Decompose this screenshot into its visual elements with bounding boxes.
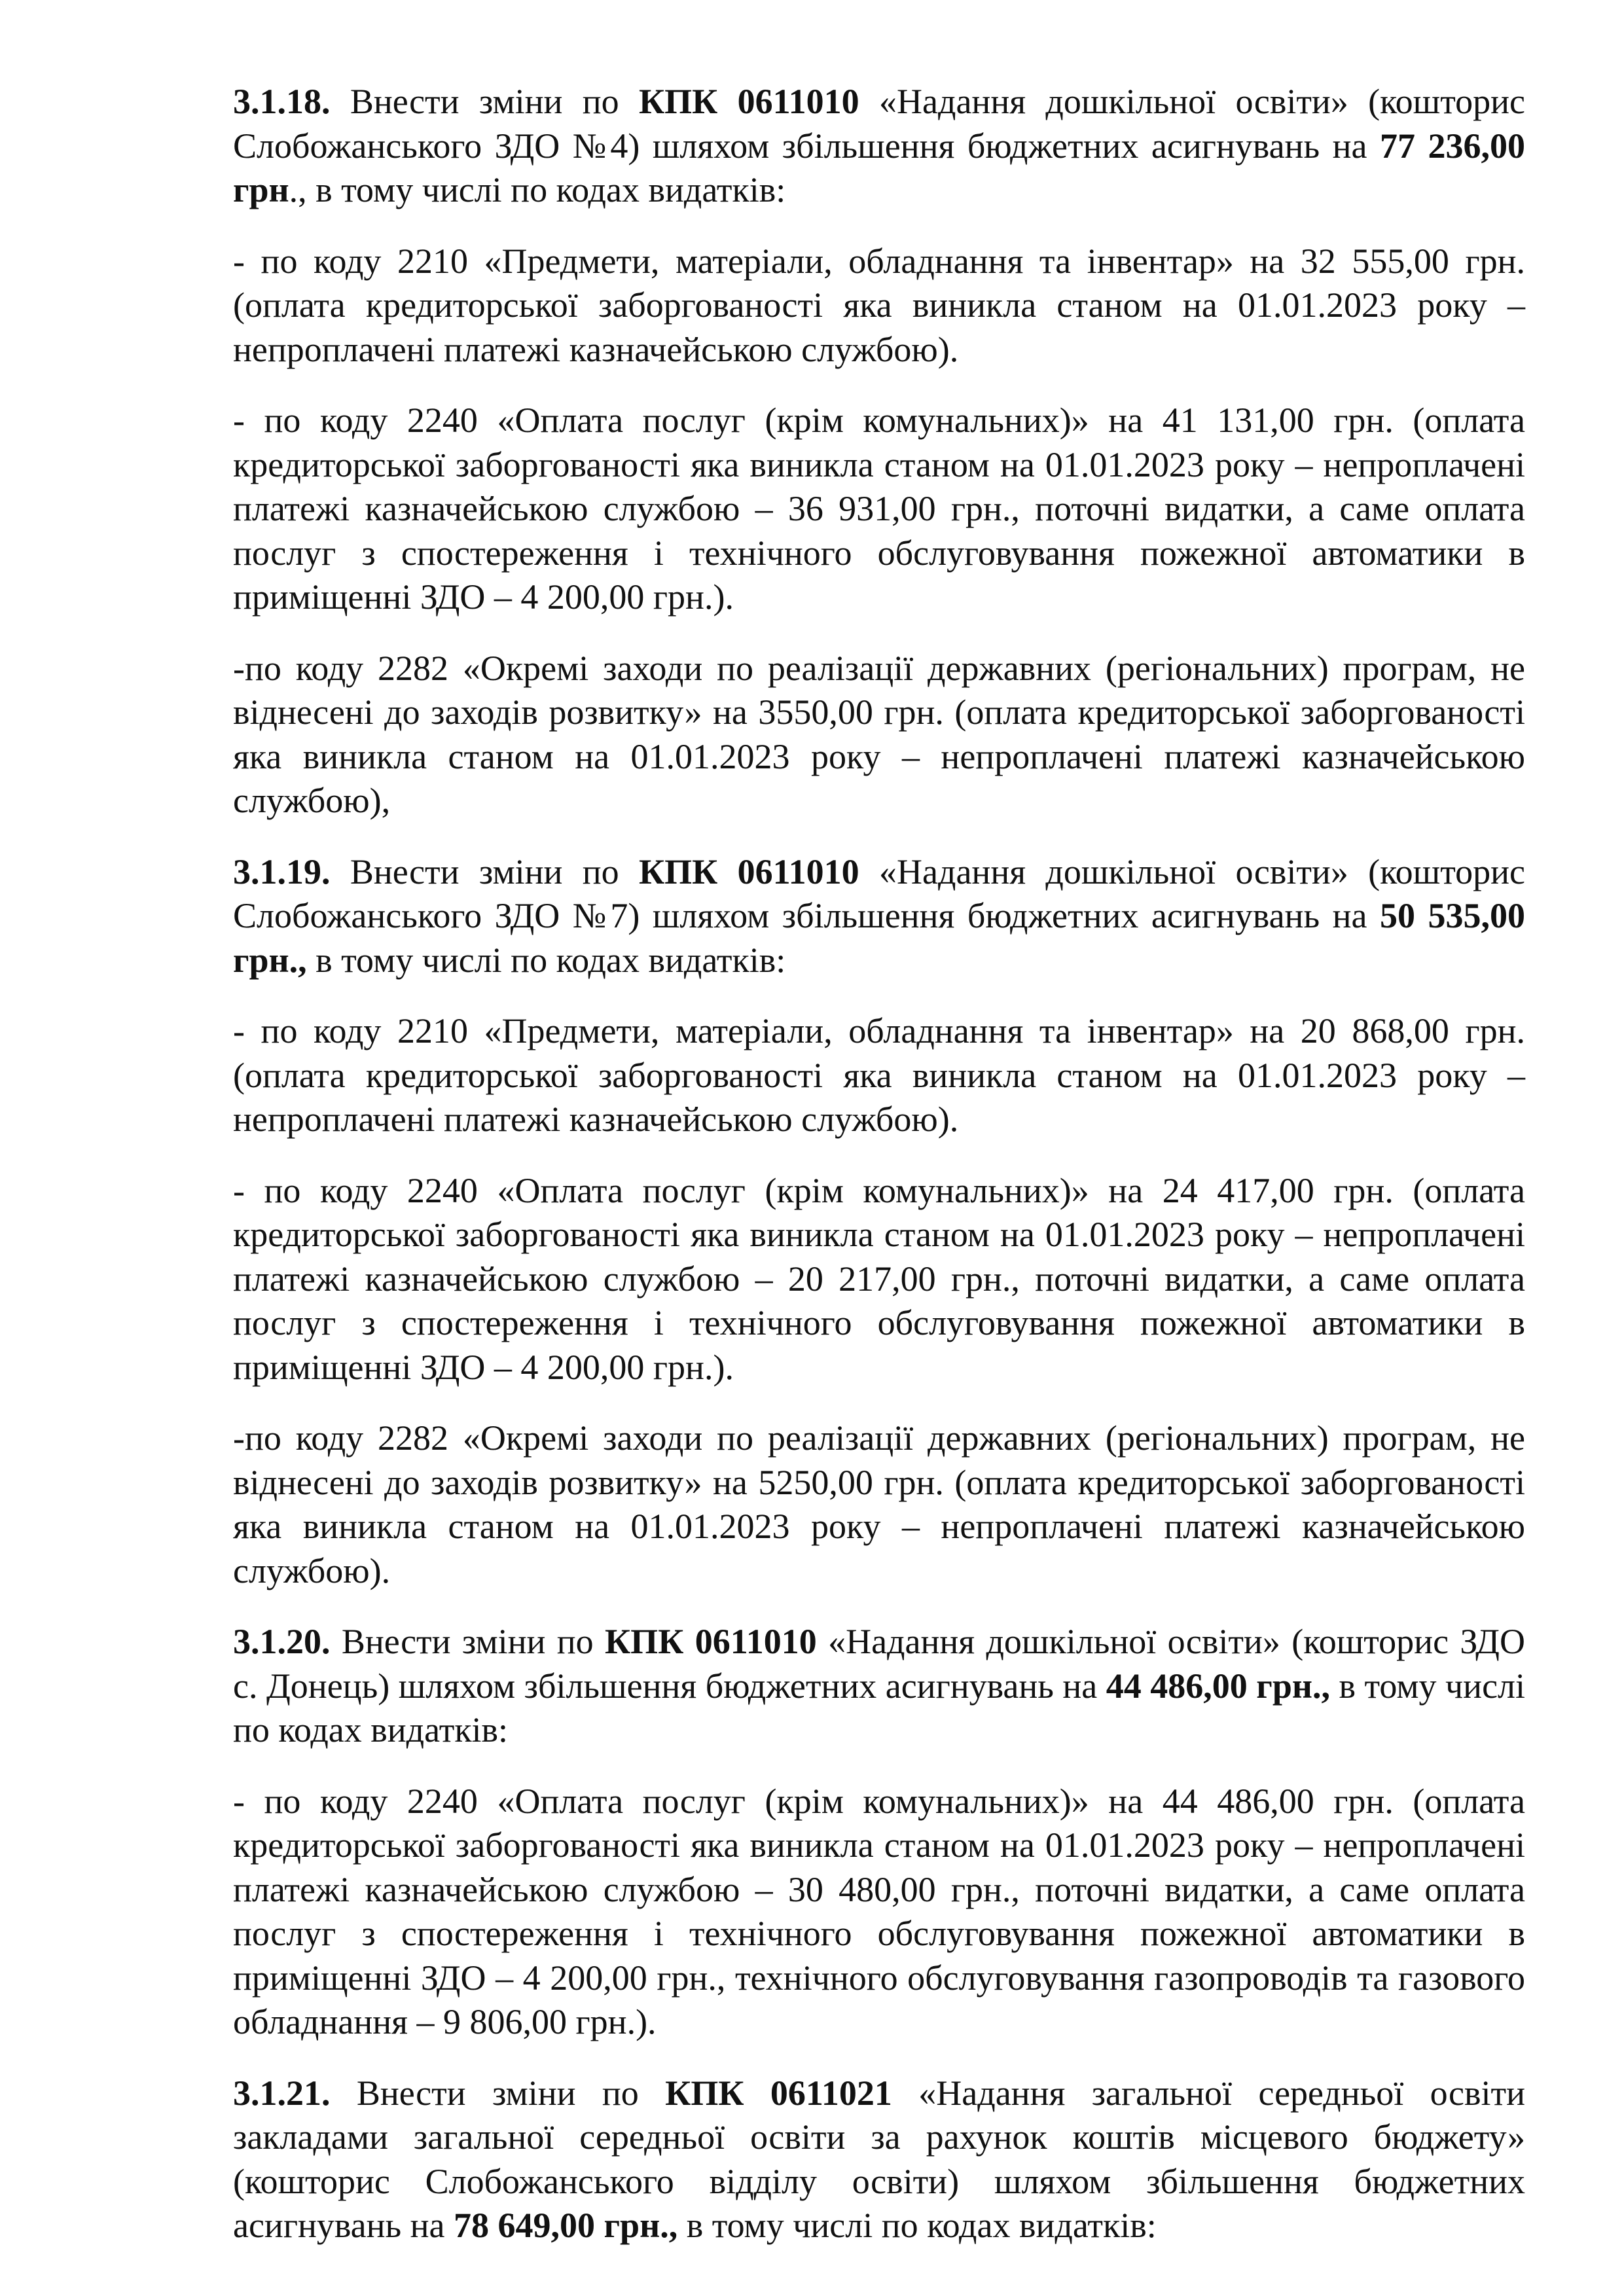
section-3-1-18 xyxy=(233,80,1525,213)
section-text: «Надання загальної середньої освіти закладами загальної середньої освіти за рахунок коштів місцевого бюджету» (кошторис Слобожанського відділу освіти) шляхом збільшення бюджетних асигнувань на xyxy=(233,2073,1525,2245)
expense-code-paragraph: -по коду 2282 «Окремі заходи по реалізації державних (регіональних) програм, не віднесені до заходів розвитку» на 5250,00 грн. (оплата кредиторської заборгованості яка виникла станом на 01.01.2023 року – непроплачені платежі казначейською службою). xyxy=(233,1418,1525,1590)
section-text: в тому числі по кодах видатків: xyxy=(233,1666,1525,1749)
section-text: «Надання дошкільної освіти» (кошторис Слобожанського ЗДО №4) шляхом збільшення бюджетних асигнувань на xyxy=(233,82,1525,166)
amount: 44 486,00 грн., xyxy=(1106,1666,1330,1706)
section-text: в тому числі по кодах видатків: xyxy=(677,2206,1157,2245)
expense-code-paragraph: - по коду 2240 «Оплата послуг (крім комунальних)» на 41 131,00 грн. (оплата кредиторської заборгованості яка виникла станом на 01.01.2023 року – непроплачені платежі казначейською службою – 36 931,00 грн., поточні видатки, а саме оплата послуг з спостереження і технічного обслуговування пожежної автоматики в приміщенні ЗДО – 4 200,00 грн.). xyxy=(233,401,1525,617)
section-text: Внести зміни по xyxy=(330,2073,666,2113)
expense-code-paragraph: - по коду 2240 «Оплата послуг (крім комунальних)» на 24 417,00 грн. (оплата кредиторської заборгованості яка виникла станом на 01.01.2023 року – непроплачені платежі казначейською службою – 20 217,00 грн., поточні видатки, а саме оплата послуг з спостереження і технічного обслуговування пожежної автоматики в приміщенні ЗДО – 4 200,00 грн.). xyxy=(233,1170,1525,1387)
expense-code-paragraph: - по коду 2210 «Предмети, матеріали, обладнання та інвентар» на 32 555,00 грн. (оплата кредиторської заборгованості яка виникла станом на 01.01.2023 року – непроплачені платежі казначейською службою). xyxy=(233,241,1525,369)
kpk-code: КПК 0611010 xyxy=(639,852,859,891)
section-text: ., в тому числі по кодах видатків: xyxy=(289,170,786,209)
expense-code-paragraph: -по коду 2282 «Окремі заходи по реалізації державних (регіональних) програм, не віднесені до заходів розвитку» на 3550,00 грн. (оплата кредиторської заборгованості яка виникла станом на 01.01.2023 року – непроплачені платежі казначейською службою), xyxy=(233,648,1525,820)
section-text: «Надання дошкільної освіти» (кошторис Слобожанського ЗДО №7) шляхом збільшення бюджетних асигнувань на xyxy=(233,852,1525,935)
section-number: 3.1.19. xyxy=(233,852,331,891)
section-number: 3.1.21. xyxy=(233,2073,331,2113)
kpk-code: КПК 0611021 xyxy=(665,2073,892,2113)
section-text: Внести зміни по xyxy=(330,82,639,121)
section-3-1-20 xyxy=(233,1620,1525,1753)
document-page xyxy=(233,80,1525,2275)
section-3-1-21 xyxy=(233,2072,1525,2248)
amount: 78 649,00 грн., xyxy=(454,2206,678,2245)
kpk-code: КПК 0611010 xyxy=(639,82,859,121)
section-3-1-19 xyxy=(233,850,1525,983)
expense-code-paragraph: - по коду 2240 «Оплата послуг (крім комунальних)» на 44 486,00 грн. (оплата кредиторської заборгованості яка виникла станом на 01.01.2023 року – непроплачені платежі казначейською службою – 30 480,00 грн., поточні видатки, а саме оплата послуг з спостереження і технічного обслуговування пожежної автоматики в приміщенні ЗДО – 4 200,00 грн., технічного обслуговування газопроводів та газового обладнання – 9 806,00 грн.). xyxy=(233,1781,1525,2041)
section-text: Внести зміни по xyxy=(330,1622,605,1661)
expense-code-paragraph: - по коду 2210 «Предмети, матеріали, обладнання та інвентар» на 20 868,00 грн. (оплата кредиторської заборгованості яка виникла станом на 01.01.2023 року – непроплачені платежі казначейською службою). xyxy=(233,1011,1525,1139)
section-number: 3.1.20. xyxy=(233,1622,331,1661)
section-text: в тому числі по кодах видатків: xyxy=(306,940,786,980)
section-text: Внести зміни по xyxy=(330,852,639,891)
kpk-code: КПК 0611010 xyxy=(605,1622,817,1661)
section-number: 3.1.18. xyxy=(233,82,331,121)
amount: 77 236,00 грн xyxy=(233,126,1526,209)
amount: 50 535,00 грн., xyxy=(233,896,1526,980)
section-text: «Надання дошкільної освіти» (кошторис ЗДО с. Донець) шляхом збільшення бюджетних асигнувань на xyxy=(233,1622,1525,1706)
